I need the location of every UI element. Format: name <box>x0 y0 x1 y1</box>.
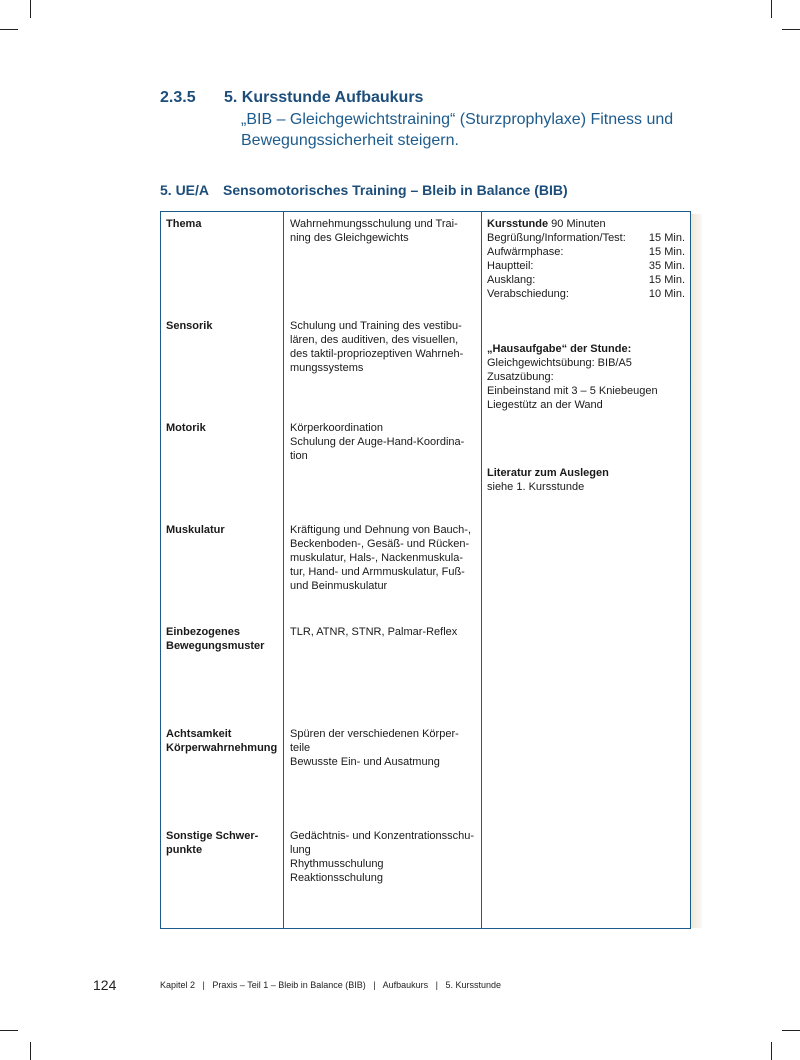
homework-lines <box>487 356 685 412</box>
schedule-item-value: 35 Min. <box>648 260 685 272</box>
schedule-item <box>487 273 685 287</box>
section-title: 5. Kursstunde Aufbaukurs <box>224 89 424 106</box>
schedule-item-label: Aufwärmphase: <box>487 246 564 258</box>
row-label: Motorik <box>166 422 206 434</box>
row-description: Kräftigung und Dehnung von Bauch-, Beckenboden-, Gesäß- und Rücken- muskulatur, Hals-, Nackenmuskula- tur, Hand- und Armmuskulatur, Fuß- und Beinmuskulatur <box>290 524 472 592</box>
section-number: 2.3.5 <box>160 89 196 106</box>
row-description: Gedächtnis- und Konzentrationsschu- lung Rhythmusschulung Reaktionsschulung <box>290 830 475 884</box>
schedule-item-value: 15 Min. <box>648 274 685 286</box>
literature-heading: Literatur zum Auslegen <box>487 467 609 479</box>
crop-mark <box>30 0 31 18</box>
schedule-item-label: Hauptteil: <box>487 260 534 272</box>
row-label: Sensorik <box>166 320 213 332</box>
literature-text: siehe 1. Kursstunde <box>487 481 585 493</box>
schedule-item-value: 15 Min. <box>648 232 685 244</box>
schedule-item <box>487 287 685 301</box>
crop-mark <box>771 1042 772 1060</box>
row-description: Wahrnehmungsschulung und Trai- ning des Gleichgewichts <box>290 218 458 244</box>
lesson-table <box>160 211 691 929</box>
schedule-item <box>487 259 685 273</box>
row-description: TLR, ATNR, STNR, Palmar-Reflex <box>290 626 458 638</box>
schedule-items <box>487 231 685 301</box>
ue-heading <box>160 182 568 198</box>
homework-line: Gleichgewichtsübung: BIB/A5 <box>487 357 632 369</box>
schedule-heading: Kursstunde 90 Minuten <box>487 218 606 230</box>
column-divider <box>481 212 482 928</box>
crop-mark <box>30 1042 31 1060</box>
row-description: Körperkoordination Schulung der Auge-Hand-Koordina- tion <box>290 422 465 462</box>
crop-mark <box>782 1030 800 1031</box>
ue-title: Sensomotorisches Training – Bleib in Balance (BIB) <box>223 182 568 198</box>
row-label: Thema <box>166 218 202 230</box>
schedule-item <box>487 231 685 245</box>
ue-number: 5. UE/A <box>160 182 210 198</box>
literature-block <box>487 466 685 494</box>
schedule-item <box>487 245 685 259</box>
row-label: Sonstige Schwer- punkte <box>166 830 259 856</box>
schedule-item-label: Begrüßung/Information/Test: <box>487 232 626 244</box>
row-label: Muskulatur <box>166 524 225 536</box>
schedule-item-label: Verabschiedung: <box>487 288 569 300</box>
column-divider <box>283 212 284 928</box>
homework-line: Zusatzübung: <box>487 371 554 383</box>
crop-mark <box>0 1030 18 1031</box>
schedule-item-value: 10 Min. <box>648 288 685 300</box>
homework-block <box>487 342 685 412</box>
footer-breadcrumb: Kapitel 2 | Praxis – Teil 1 – Bleib in Balance (BIB) | Aufbaukurs | 5. Kursstunde <box>160 980 502 990</box>
homework-line: Liegestütz an der Wand <box>487 399 603 411</box>
row-label: Einbezogenes Bewegungsmuster <box>166 626 265 652</box>
homework-line: Einbeinstand mit 3 – 5 Kniebeugen <box>487 385 658 397</box>
crop-mark <box>771 0 772 18</box>
row-description: Schulung und Training des vestibu- lären, des auditiven, des visuellen, des taktil-propriozeptiven Wahrneh- mungssystems <box>290 320 464 374</box>
page-number: 124 <box>93 977 117 993</box>
table-shadow <box>690 214 702 928</box>
crop-mark <box>782 29 800 30</box>
section-subtitle: „BIB – Gleichgewichtstraining“ (Sturzprophylaxe) Fitness und Bewegungssicherheit steigern. <box>241 111 674 149</box>
schedule-item-value: 15 Min. <box>648 246 685 258</box>
row-label: Achtsamkeit Körperwahrnehmung <box>166 728 278 754</box>
row-description: Spüren der verschiedenen Körper- teile Bewusste Ein- und Ausatmung <box>290 728 459 768</box>
schedule-item-label: Ausklang: <box>487 274 536 286</box>
crop-mark <box>0 29 18 30</box>
homework-heading: „Hausaufgabe“ der Stunde: <box>487 343 632 355</box>
schedule-block <box>487 217 685 301</box>
